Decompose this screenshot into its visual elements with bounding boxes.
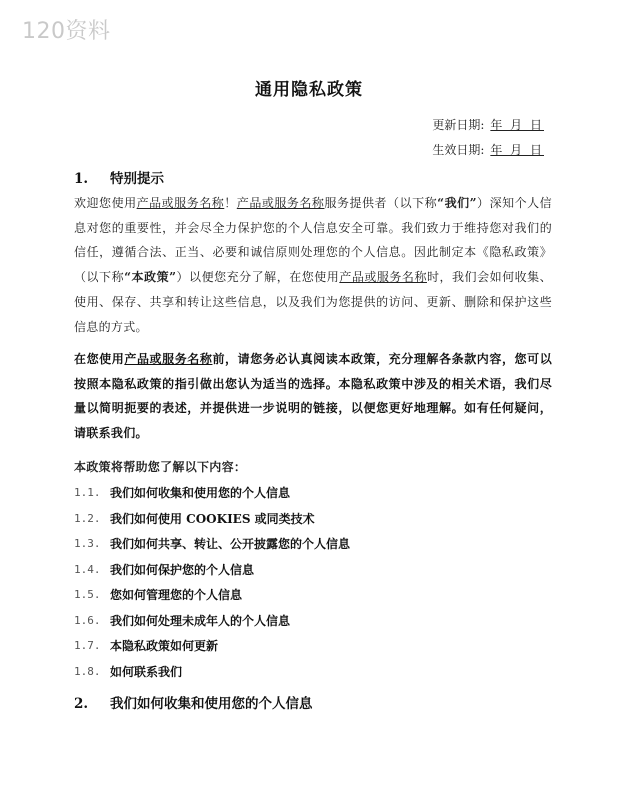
text-run: 欢迎您使用	[74, 196, 137, 210]
bold-term: “本政策”	[124, 270, 177, 285]
section-number: 1.	[74, 171, 89, 187]
text-run: 在您使用	[74, 352, 125, 366]
text-run: 前，请您务必认真阅读本政策，充分理解各条款内容，您可以按照本隐私政策的指引做出您认为适当的选择。本隐私政策中涉及的相关术语，我们尽量以简明扼要的表述，并提供进一步说明的链接，以便您更好地理解。如有任何疑问，请联系我们。	[74, 352, 553, 441]
update-date-line	[432, 116, 544, 133]
table-of-contents	[74, 480, 350, 684]
page-title: 通用隐私政策	[255, 80, 363, 100]
toc-item	[74, 531, 350, 557]
toc-item-label: 我们如何收集和使用您的个人信息	[110, 486, 291, 501]
toc-item-number: 1.2.	[74, 511, 101, 525]
product-name-placeholder: 产品或服务名称	[124, 352, 213, 366]
toc-item-number: 1.1.	[74, 486, 101, 500]
effective-date-label: 生效日期:	[432, 143, 485, 157]
toc-item-number: 1.5.	[74, 588, 101, 602]
toc-item	[74, 506, 350, 532]
toc-item	[74, 633, 350, 659]
section-title: 特别提示	[110, 171, 164, 187]
bold-term: “我们”	[437, 196, 477, 210]
product-name-placeholder: 产品或服务名称	[136, 196, 225, 210]
toc-item-label: 本隐私政策如何更新	[110, 639, 219, 654]
toc-item-number: 1.7.	[74, 639, 101, 653]
toc-item-number: 1.3.	[74, 537, 101, 551]
toc-item-number: 1.4.	[74, 562, 101, 576]
section-heading-1	[74, 167, 164, 187]
toc-item	[74, 557, 350, 583]
text-run: 服务提供者（以下称	[324, 196, 438, 210]
section-heading-2	[74, 692, 313, 712]
product-name-placeholder: 产品或服务名称	[339, 270, 427, 285]
text-run: 时，我们会如何收集、使用、保存、共享和转让这些信息，以及我们为您提供的访问、更新、删除和保护这些信息的方式。	[74, 270, 552, 334]
effective-date-value: 年 月 日	[490, 143, 544, 157]
toc-item	[74, 659, 350, 685]
update-date-value: 年 月 日	[490, 118, 544, 132]
update-date-label: 更新日期:	[432, 118, 485, 132]
toc-intro: 本政策将帮助您了解以下内容：	[74, 460, 247, 474]
toc-item	[74, 582, 350, 608]
toc-item-label: 我们如何使用 COOKIES 或同类技术	[110, 511, 315, 526]
toc-item-label: 我们如何保护您的个人信息	[110, 562, 255, 577]
text-run: ！	[224, 196, 237, 210]
text-run: ）深知个人信息对您的重要性，并会尽全力保护您的个人信息安全可靠。我们致力于维持您对我们的信任，遵循合法、正当、必要和诚信原则处理您的个人信息。因此制定本《隐私政策》（以下称	[74, 196, 552, 285]
section-title: 我们如何收集和使用您的个人信息	[110, 696, 313, 712]
toc-item-label: 您如何管理您的个人信息	[110, 588, 243, 603]
toc-item-label: 我们如何处理未成年人的个人信息	[110, 613, 291, 628]
intro-paragraph	[74, 191, 552, 339]
toc-item-number: 1.6.	[74, 613, 101, 627]
toc-item	[74, 608, 350, 634]
notice-paragraph	[74, 347, 552, 446]
section-number: 2.	[74, 696, 89, 712]
toc-item-number: 1.8.	[74, 664, 101, 678]
text-run: ）以便您充分了解，在您使用	[176, 270, 340, 285]
toc-item-label: 如何联系我们	[110, 664, 183, 679]
watermark-logo: 120资料	[22, 19, 111, 44]
product-name-placeholder: 产品或服务名称	[236, 196, 325, 210]
effective-date-line	[432, 141, 544, 158]
toc-item	[74, 480, 350, 506]
toc-item-label: 我们如何共享、转让、公开披露您的个人信息	[110, 537, 351, 552]
